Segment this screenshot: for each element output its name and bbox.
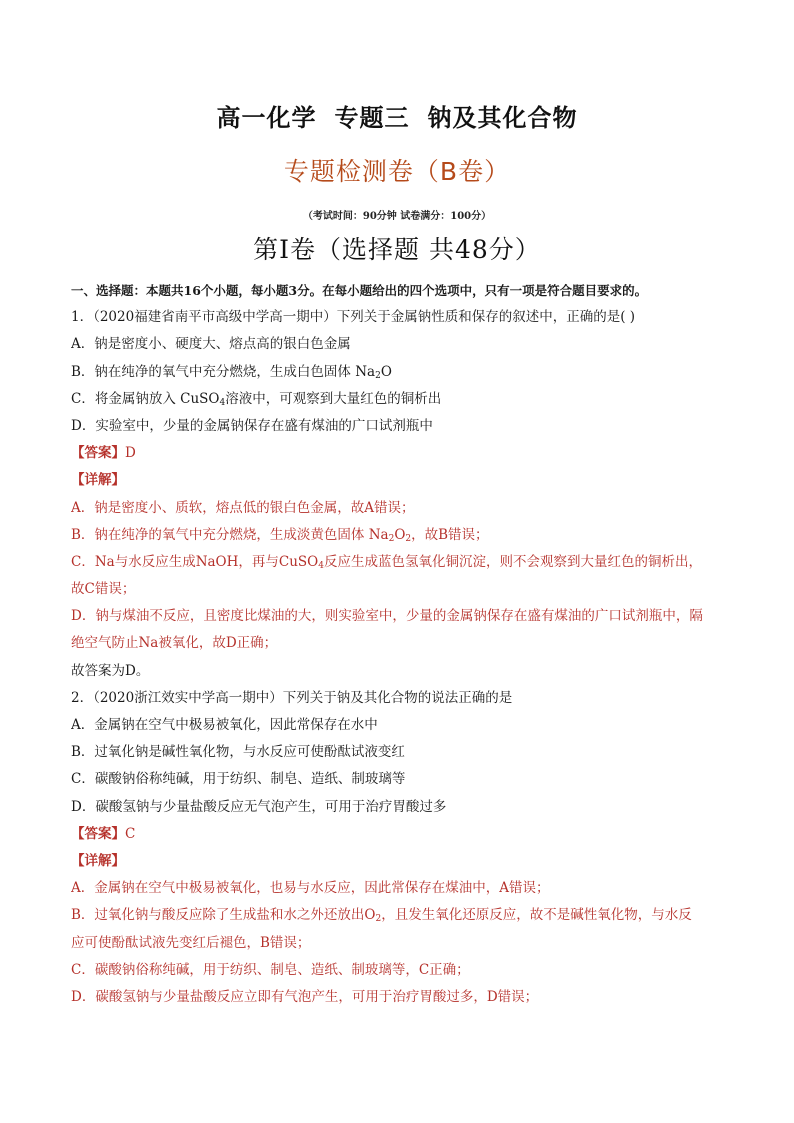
- q2-explain-b-line1: [71, 902, 727, 929]
- document-subtitle: 专题检测卷（B卷）: [283, 157, 511, 186]
- q1-option-d: D．实验室中，少量的金属钠保存在盛有煤油的广口试剂瓶中: [71, 417, 433, 434]
- title-chapter: 钠及其化合物: [427, 104, 578, 132]
- q1-explain-b-sub2: 2: [405, 533, 412, 544]
- q1-explain-b: [71, 522, 727, 549]
- q1-option-c-tail: 溶液中，可观察到大量红色的铜析出: [225, 390, 442, 407]
- q1-conclusion: 故答案为D。: [71, 662, 150, 679]
- q1-explain-b-mid: O: [394, 526, 406, 543]
- q2-explain-d: D．碳酸氢钠与少量盐酸反应立即有气泡产生，可用于治疗胃酸过多，D错误；: [71, 988, 539, 1005]
- q1-option-b-text: B．钠在纯净的氧气中充分燃烧，生成白色固体 Na: [71, 363, 376, 380]
- q1-answer: [71, 440, 727, 467]
- q1-explain-c-line2: 故C错误；: [71, 581, 136, 598]
- q1-option-a: A．钠是密度小、硬度大、熔点高的银白色金属: [71, 336, 351, 353]
- q2-option-b: B．过氧化钠是碱性氧化物，与水反应可使酚酞试液变红: [71, 744, 405, 761]
- q2-answer-tag: 【答案】: [71, 825, 125, 842]
- title-topic: 专题三: [334, 104, 410, 132]
- q1-option-b-sub: 2: [375, 370, 381, 381]
- q1-option-c: [71, 386, 727, 413]
- q1-option-b: [71, 359, 727, 386]
- q1-explain-d-line2: 绝空气防止Na被氧化，故D正确；: [71, 635, 278, 652]
- q1-option-c-text: C．将金属钠放入 CuSO: [71, 390, 220, 407]
- q1-explain-b-sub1: 2: [388, 533, 395, 544]
- q2-explain-a: A．金属钠在空气中极易被氧化，也易与水反应，因此常保存在煤油中，A错误；: [71, 880, 550, 897]
- q2-explain-b-line2: 应可使酚酞试液先变红后褪色，B错误；: [71, 934, 311, 951]
- q1-option-c-sub: 4: [219, 397, 226, 408]
- q2-explain-b-tail: ，且发生氧化还原反应，故不是碱性氧化物，与水反: [381, 907, 692, 924]
- instructions: 一、选择题：本题共16个小题，每小题3分。在每小题给出的四个选项中，只有一项是符合题目要求的。: [71, 283, 648, 298]
- q2-explain-c: C．碳酸钠俗称纯碱，用于纺织、制皂、造纸、制玻璃等，C正确；: [71, 961, 470, 978]
- q2-answer-value: C: [125, 825, 136, 842]
- document-title: [0, 98, 794, 133]
- q2-stem: 2．（2020浙江效实中学高一期中）下列关于钠及其化合物的说法正确的是: [71, 689, 513, 706]
- q2-explain-b-text: B．过氧化钠与酸反应除了生成盐和水之外还放出O: [71, 907, 376, 924]
- q1-option-b-tail: O: [380, 363, 392, 380]
- q1-answer-value: D: [125, 445, 136, 462]
- q1-explain-b-tail: ，故B错误；: [411, 526, 489, 543]
- q2-option-d: D．碳酸氢钠与少量盐酸反应无气泡产生，可用于治疗胃酸过多: [71, 798, 447, 815]
- title-subject: 高一化学: [216, 104, 317, 132]
- q1-explain-d-line1: D．钠与煤油不反应，且密度比煤油的大，则实验室中，少量的金属钠保存在盛有煤油的广口试剂瓶中，隔: [71, 608, 703, 625]
- exam-info: （考试时间：90分钟 试卷满分：100分）: [302, 211, 492, 222]
- document-body: [71, 277, 727, 1011]
- q1-stem: 1．（2020福建省南平市高级中学高一期中）下列关于金属钠性质和保存的叙述中，正确的是( ): [71, 309, 636, 326]
- q1-explain-b-text: B．钠在纯净的氧气中充分燃烧，生成淡黄色固体 Na: [71, 526, 389, 543]
- q2-option-a: A．金属钠在空气中极易被氧化，因此常保存在水中: [71, 717, 378, 733]
- q1-answer-tag: 【答案】: [71, 445, 125, 462]
- q1-explain-c-text: C．Na与水反应生成NaOH，再与CuSO: [71, 553, 319, 570]
- q1-explain-c-tail: 反应生成蓝色氢氧化铜沉淀，则不会观察到大量红色的铜析出，: [323, 553, 702, 570]
- q2-option-c: C．碳酸钠俗称纯碱，用于纺织、制皂、造纸、制玻璃等: [71, 771, 406, 788]
- q2-answer: [71, 821, 727, 848]
- section-title: 第Ⅰ卷（选择题 共48分）: [253, 235, 541, 264]
- q1-detail-tag: 【详解】: [71, 472, 125, 489]
- q2-detail-tag: 【详解】: [71, 852, 125, 869]
- q1-explain-c-line1: [71, 549, 727, 576]
- q2-explain-b-sub: 2: [375, 914, 382, 925]
- q1-explain-c-sub: 4: [318, 560, 324, 571]
- q1-explain-a: A．钠是密度小、质软，熔点低的银白色金属，故A错误；: [71, 499, 415, 516]
